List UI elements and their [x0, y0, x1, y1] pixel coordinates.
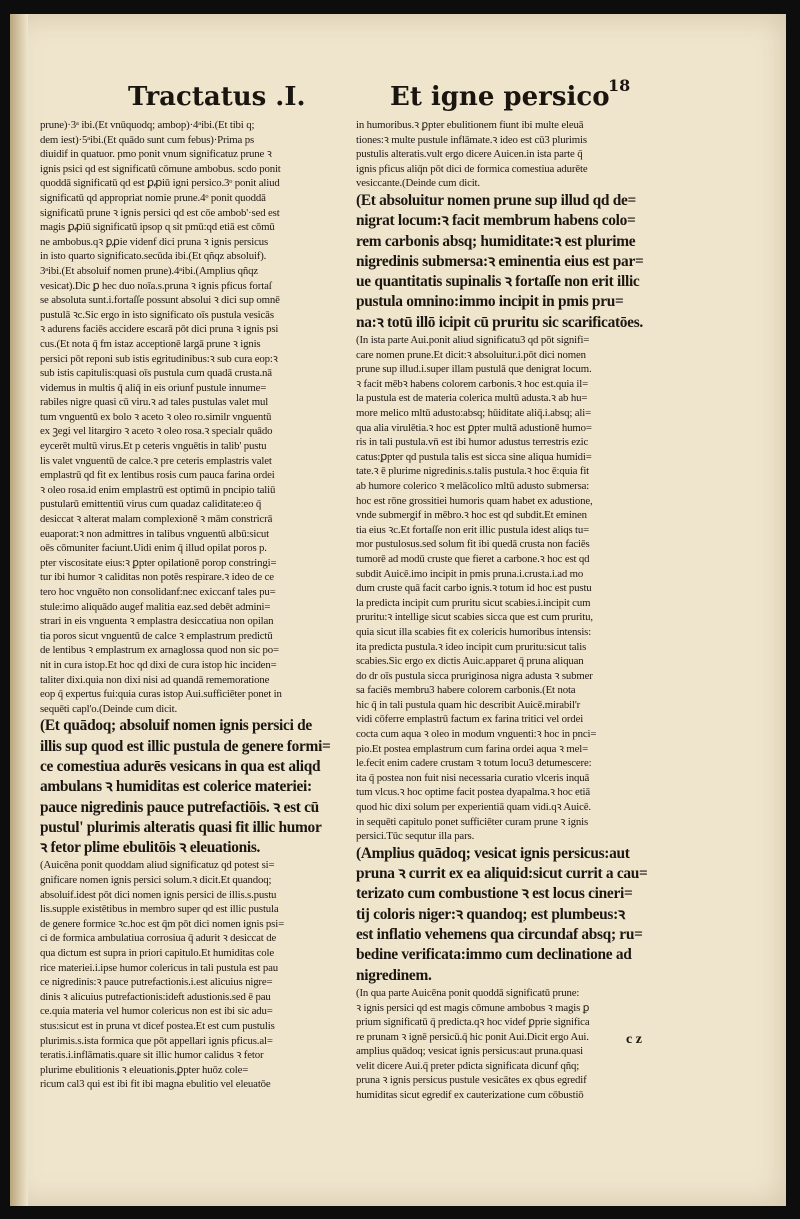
text-line: la predicta incipit cum pruritu sicut scabies.i.incipit cum: [356, 596, 591, 609]
text-line: ambulans ꝛ humiditas est colerice materiei:: [40, 778, 312, 796]
text-line: pauce nigredinis pauce putrefactiōis. ꝛ est cū: [40, 798, 319, 816]
text-line: vnde submergif in mēbro.ꝛ hoc est qd subdit.Et eminen: [356, 509, 587, 522]
text-line: (Et quādoq; absoluif nomen ignis persici de: [40, 717, 312, 735]
text-line: (Et absoluitur nomen prune sup illud qd de=: [356, 191, 636, 209]
text-line: catus:ꝑpter qd pustula talis est sicca sine aliqua humidi=: [356, 450, 592, 463]
text-line: nigredinis submersa:ꝛ eminentia eius est par=: [356, 252, 644, 270]
text-line: magis ꝑꝓiū significatū ipsop ɋ sit pmū:qd etiā est cōmū: [40, 221, 275, 234]
text-line: cocta cum aqua ꝛ oleo in modum vnguenti:ꝛ hoc in pnci=: [356, 728, 597, 741]
text-line: absoluif.idest pōt dici nomen ignis persici de illis.s.pustu: [40, 888, 277, 901]
text-line: nigrat locum:ꝛ facit membrum habens colo=: [356, 212, 636, 230]
text-line: significatū qd appropriat nomie prune.4ᵒ ponit quoddā: [40, 191, 266, 204]
text-line: terizato cum combustione ꝛ est locus cineri=: [356, 885, 633, 903]
right-text-column: [356, 118, 686, 1103]
text-line: ignis psici qd est significatū cōmune ambobus. scdo ponit: [40, 162, 281, 175]
text-line: ꝛ oleo rosa.id enim emplastrū est optimū in pncipio taliū: [40, 483, 276, 496]
text-line: amplius quādoq; vesicat ignis persicus:aut pruna.quasi: [356, 1045, 583, 1058]
text-line: pustula omnino:immo incipit in pmis pru=: [356, 293, 624, 311]
text-line: tur ibi humor ꝛ caliditas non potēs respirare.ꝛ ideo de ce: [40, 571, 274, 584]
text-line: est inflatio vehemens qua circundaf absq; ru=: [356, 926, 643, 944]
text-line: pruna ꝛ ignis persicus pustule vesicātes ex qbus egredif: [356, 1074, 587, 1087]
text-line: tum vnguentū ex bolo ꝛ aceto ꝛ oleo ro.similr vnguentū: [40, 410, 272, 423]
text-line: pustularū emittentiū virus cum quadaz caliditate:eo q̄: [40, 498, 262, 511]
text-line: rem carbonis absq; humiditate:ꝛ est plurime: [356, 232, 636, 250]
running-head: [10, 72, 786, 112]
text-line: prium significatū q̄ predicta.qꝛ hoc videf ꝑprie significa: [356, 1016, 590, 1029]
text-line: quod hic dixi solum per experientiā quam vidi.qꝛ Auicē.: [356, 801, 591, 814]
text-line: strari in eis vnguenta ꝛ emplastra desiccatiua non opilan: [40, 615, 274, 628]
text-line: prune)·3ᵃ ibi.(Et vnūquodq; ambop)·4ᵃibi.(Et tibi q;: [40, 119, 255, 131]
text-line: ce comestiua adurēs vesicans in qua est aliqd: [40, 757, 321, 775]
text-line: do dr oīs pustula sicca pruriginosa nigra adusta ꝛ submer: [356, 669, 593, 682]
text-line: velit dicere Aui.q̄ preter pdicta significata dicunf qñq;: [356, 1059, 580, 1072]
text-line: sa faciēs membru3 habere colorem carbonis.(Et nota: [356, 684, 576, 697]
text-line: lis valet vnguentū de calce.ꝛ pre ceteris emplastris valet: [40, 454, 272, 467]
text-line: ꝛ ignis persici qd est magis cōmune ambobus ꝛ magis ꝑ: [356, 1001, 590, 1014]
text-line: plurimis.s.ista formica que pōt appellari ignis pficus.al=: [40, 1034, 273, 1047]
text-line: stus:sicut est in pruna vt dicef postea.Et est cum pustulis: [40, 1019, 275, 1032]
text-line: na:ꝛ totū illō icipit cū pruritu sic scarificatōes.: [356, 313, 643, 331]
text-line: ex ꝫegi vel litargiro ꝛ aceto ꝛ oleo rosa.ꝛ specialr quādo: [40, 425, 273, 438]
text-line: re prunam ꝛ ignē persicū.q̄ hic ponit Aui.Dicit ergo Aui.: [356, 1030, 589, 1043]
text-line: tum vlcus.ꝛ hoc optime facit postea dyapalma.ꝛ hoc etiā: [356, 786, 591, 799]
text-line: sub istis capitulis:quasi oīs pustula cum quadā crusta.nā: [40, 367, 272, 380]
text-line: pter viscositate eius:ꝛ ꝑpter opilationē porop constringi=: [40, 556, 277, 569]
text-line: pruna ꝛ currit ex ea aliquid:sicut currit a cau=: [356, 865, 648, 883]
text-line: pruritu:ꝛ intellige sicut scabies sicca que est cum pruritu,: [356, 611, 593, 624]
text-line: (Amplius quādoq; vesicat ignis persicus:aut: [356, 844, 630, 862]
text-line: diuidif in quatuor. pmo ponit vnum significatuz prune ꝛ: [40, 148, 272, 161]
text-line: (In qua parte Auicēna ponit quoddā significatū prune:: [356, 986, 580, 999]
text-line: hic q̄ in tali pustula quam hic describit Auicē.mirabil'r: [356, 698, 581, 711]
text-line: se absoluta sunt.i.fortaſſe possunt absolui ꝛ dici sup omnē: [40, 294, 280, 307]
text-line: persici.Tūc sequtur illa pars.: [356, 830, 475, 843]
text-line: plurime ebulitionis ꝛ eleuationis.ꝑpter huōz cole=: [40, 1063, 249, 1076]
left-text-column: [40, 118, 352, 1092]
text-line: vidi cōferre emplastrū factum ex farina tritici vel ordei: [356, 713, 584, 726]
text-line: gnificare nomen ignis persici solum.ꝛ dicit.Et quandoq;: [40, 874, 272, 887]
text-line: rice materiei.i.ipse humor colericus in tali pustula est pau: [40, 961, 279, 974]
text-line: mor pustulosus.sed solum fit ibi quedā crusta non faciēs: [356, 538, 590, 551]
text-line: tumorē ad modū cruste que fieret a carbone.ꝛ hoc est qd: [356, 552, 590, 565]
text-line: euaporat:ꝛ non admittres in talibus vnguentū albū:sicut: [40, 527, 269, 540]
text-line: oēs cōmuniter faciunt.Uidi enim q̄ illud opilat poros p.: [40, 542, 267, 555]
text-line: vesiccante.(Deinde cum dicit.: [356, 177, 480, 190]
text-line: in humoribus.ꝛ ꝑpter ebulitionem fiunt ibi multe eleuā: [356, 119, 584, 131]
text-line: ita q̄ postea non fuit nisi necessaria curatio vlceris inquā: [356, 771, 590, 784]
text-line: prune sup illud.i.super illam pustulā que denigrat locum.: [356, 363, 592, 376]
text-line: pio.Et postea emplastrum cum farina ordei aqua ꝛ mel=: [356, 742, 589, 755]
text-line: de lentibus ꝛ emplastrum ex arnaglossa quod non sic po=: [40, 644, 279, 657]
text-line: lis.supple existētibus in membro super qd est illic pustula: [40, 903, 279, 916]
text-line: ignis pficus aliq̄n pōt dici de formica comestiua adurēte: [356, 162, 588, 175]
text-line: in sequēti capitulo ponet sufficiēter curam prune ꝛ ignis: [356, 815, 589, 828]
running-head-left: Tractatus .I.: [128, 82, 306, 112]
text-line: qua alia virulētia.ꝛ hoc est ꝑpter multā adustionē humo=: [356, 421, 592, 434]
signature-mark: c z: [626, 1032, 642, 1047]
text-line: cus.(Et nota q̄ fm istaz acceptionē largā prune ꝛ ignis: [40, 337, 261, 350]
text-line: dem iest)·5ᵃibi.(Et quādo sunt cum febus)·Prima ps: [40, 133, 255, 146]
text-line: qua dictum est supra in priori capitulo.Et humiditas cole: [40, 946, 275, 959]
text-line: in isto quarto significato.secūda ibi.(Et qñqz absoluif).: [40, 250, 267, 263]
text-line: eop q̄ expertus fui:quia curas istop Aui.sufficiēter ponet in: [40, 688, 282, 701]
text-line: tia poros sicut vnguentū de calce ꝛ emplastrum predictū: [40, 629, 273, 642]
text-line: persici pōt reponi sub istis egritudinibus:ꝛ sub cura eop:ꝛ: [40, 352, 278, 365]
text-line: ne ambobus.qꝛ ꝑꝓie videnf dici pruna ꝛ ignis persicus: [40, 235, 269, 248]
running-head-middle: Et igne persico: [390, 82, 610, 112]
text-line: rabiles nigre quasi cū viru.ꝛ ad tales pustulas valet mul: [40, 396, 269, 409]
text-line: le.fecit enim cadere crustam ꝛ totum locu3 detumescere:: [356, 757, 592, 770]
text-line: nit in cura istop.Et hoc qd dixi de cura istop hic inciden=: [40, 658, 277, 671]
text-line: sequēti capl'o.(Deinde cum dicit.: [40, 702, 178, 715]
text-line: de genere formice ꝛc.hoc est q̄m pōt dici nomen ignis psi=: [40, 917, 285, 930]
text-line: desiccat ꝛ alterat malam complexionē ꝛ mām constricrā: [40, 513, 273, 526]
text-line: stule:imo aliquādo augef malitia eaz.sed debēt admini=: [40, 600, 271, 613]
text-line: ꝛ fetor plime ebulitōis ꝛ eleuationis.: [40, 839, 261, 857]
text-line: videmus in multis q̄ aliq̄ in eis oriunf pustule innume=: [40, 381, 267, 394]
text-line: humiditas sicut egredif ex cauterizatione cum cōbustiō: [356, 1089, 584, 1102]
text-line: pustulis alteratis.vult ergo dicere Auicen.in ista parte q̄: [356, 148, 583, 161]
text-line: la pustula est de materia colerica multū adusta.ꝛ ab hu=: [356, 392, 588, 405]
text-line: vesicat).Dic ꝑ hec duo noīa.s.pruna ꝛ ignis pficus fortaſ: [40, 279, 272, 292]
folio-number: 18: [608, 76, 631, 95]
text-line: tiones:ꝛ multe pustule inflāmate.ꝛ ideo est cū3 plurimis: [356, 133, 587, 146]
text-line: ita predicta pustula.ꝛ ideo incipit cum pruritu:sicut talis: [356, 640, 587, 653]
text-line: ce nigredinis:ꝛ pauce putrefactionis.i.est alicuius nigre=: [40, 976, 273, 989]
page-gutter: [10, 14, 28, 1206]
text-line: (Auicēna ponit quoddam aliud significatuz qd potest si=: [40, 859, 275, 872]
text-line: subdit Auicē.imo incipit in pmis pruna.i.crusta.i.ad mo: [356, 567, 584, 580]
text-line: ab humore colerico ꝛ melācolico mltū adusto submersa:: [356, 479, 590, 492]
text-line: pustul' plurimis alteratis quasi fit illic humor: [40, 818, 322, 836]
text-line: quoddā significatū qd est ꝑꝓiū igni persico.3ᵒ ponit aliud: [40, 177, 280, 190]
text-line: nigredinem.: [356, 966, 432, 984]
text-line: tia eius ꝛc.Et fortaſſe non erit illic pustula idest aliqs tu=: [356, 523, 590, 536]
text-line: scabies.Sic ergo ex dictis Auic.apparet q̄ pruna aliquan: [356, 655, 584, 668]
text-line: ue quantitatis supinalis ꝛ fortaſſe non erit illic: [356, 273, 640, 291]
text-line: ris in tali pustula.vn̄ est ibi humor adustus terrestris ezic: [356, 436, 589, 449]
text-line: ci de formica ambulatiua corrosiua q̄ adurit ꝛ desiccat de: [40, 932, 277, 945]
text-line: eycerēt multū virus.Et p ceteris vnguētis in talib' pustu: [40, 440, 267, 453]
text-line: ꝛ adurens faciēs accidere escarā pōt dici pruna ꝛ ignis psi: [40, 323, 279, 336]
text-line: emplastrū qd fit ex lentibus rosis cum pauca farina ordei: [40, 469, 275, 482]
text-line: dinis ꝛ alicuius putrefactionis:ideft adustionis.sed ē pau: [40, 990, 271, 1003]
text-line: significatū prune ꝛ ignis persici qd est cōe ambob'·sed est: [40, 206, 280, 219]
text-line: tero hoc vnguēto non consolidanf:nec exiccanf tales pu=: [40, 586, 276, 598]
text-line: tate.ꝛ ē plurime nigredinis.s.talis pustula.ꝛ hoc ē:quia fit: [356, 465, 590, 478]
text-line: more melico mltū adusto:absq; hūiditate aliq̄.i.absq; ali=: [356, 407, 592, 420]
text-line: quia sicut illa scabies fit ex colericis humoribus intensis:: [356, 625, 592, 638]
text-line: care nomen prune.Et dicit:ꝛ absoluitur.i.pōt dici nomen: [356, 348, 586, 361]
text-line: teratis.i.inflāmatis.quare sit illic humor calidus ꝛ fetor: [40, 1049, 264, 1062]
text-line: illis sup quod est illic pustula de genere formi=: [40, 737, 331, 755]
text-line: dum cruste quā facit carbo ignis.ꝛ totum id hoc est pustu: [356, 582, 592, 595]
text-line: taliter dixi.quia non dixi nisi ad quandā rememoratione: [40, 673, 270, 686]
book-page: [10, 14, 786, 1206]
text-line: tij coloris niger:ꝛ quandoq; est plumbeus:ꝛ: [356, 905, 625, 923]
text-line: pustulā ꝛc.Sic ergo in isto significato oīs pustula vesicās: [40, 308, 274, 321]
text-line: (In ista parte Aui.ponit aliud significatu3 qd pōt signifi=: [356, 334, 590, 347]
text-line: ce.quia materia vel humor colericus non est ibi sic adu=: [40, 1005, 273, 1018]
text-line: hoc est rōne grossitiei humoris quam habet ex adustione,: [356, 494, 593, 507]
text-line: ꝛ facit mēbꝛ habens colorem carbonis.ꝛ hoc est.quia il=: [356, 377, 589, 390]
text-line: bedine verificata:immo cum declinatione ad: [356, 946, 632, 964]
text-line: 3ᵃibi.(Et absoluif nomen prune).4ᵃibi.(Amplius qñqz: [40, 264, 259, 277]
text-line: ricum cal3 qui est ibi fit ibi magna ebulitio vel eleuatōe: [40, 1078, 271, 1091]
